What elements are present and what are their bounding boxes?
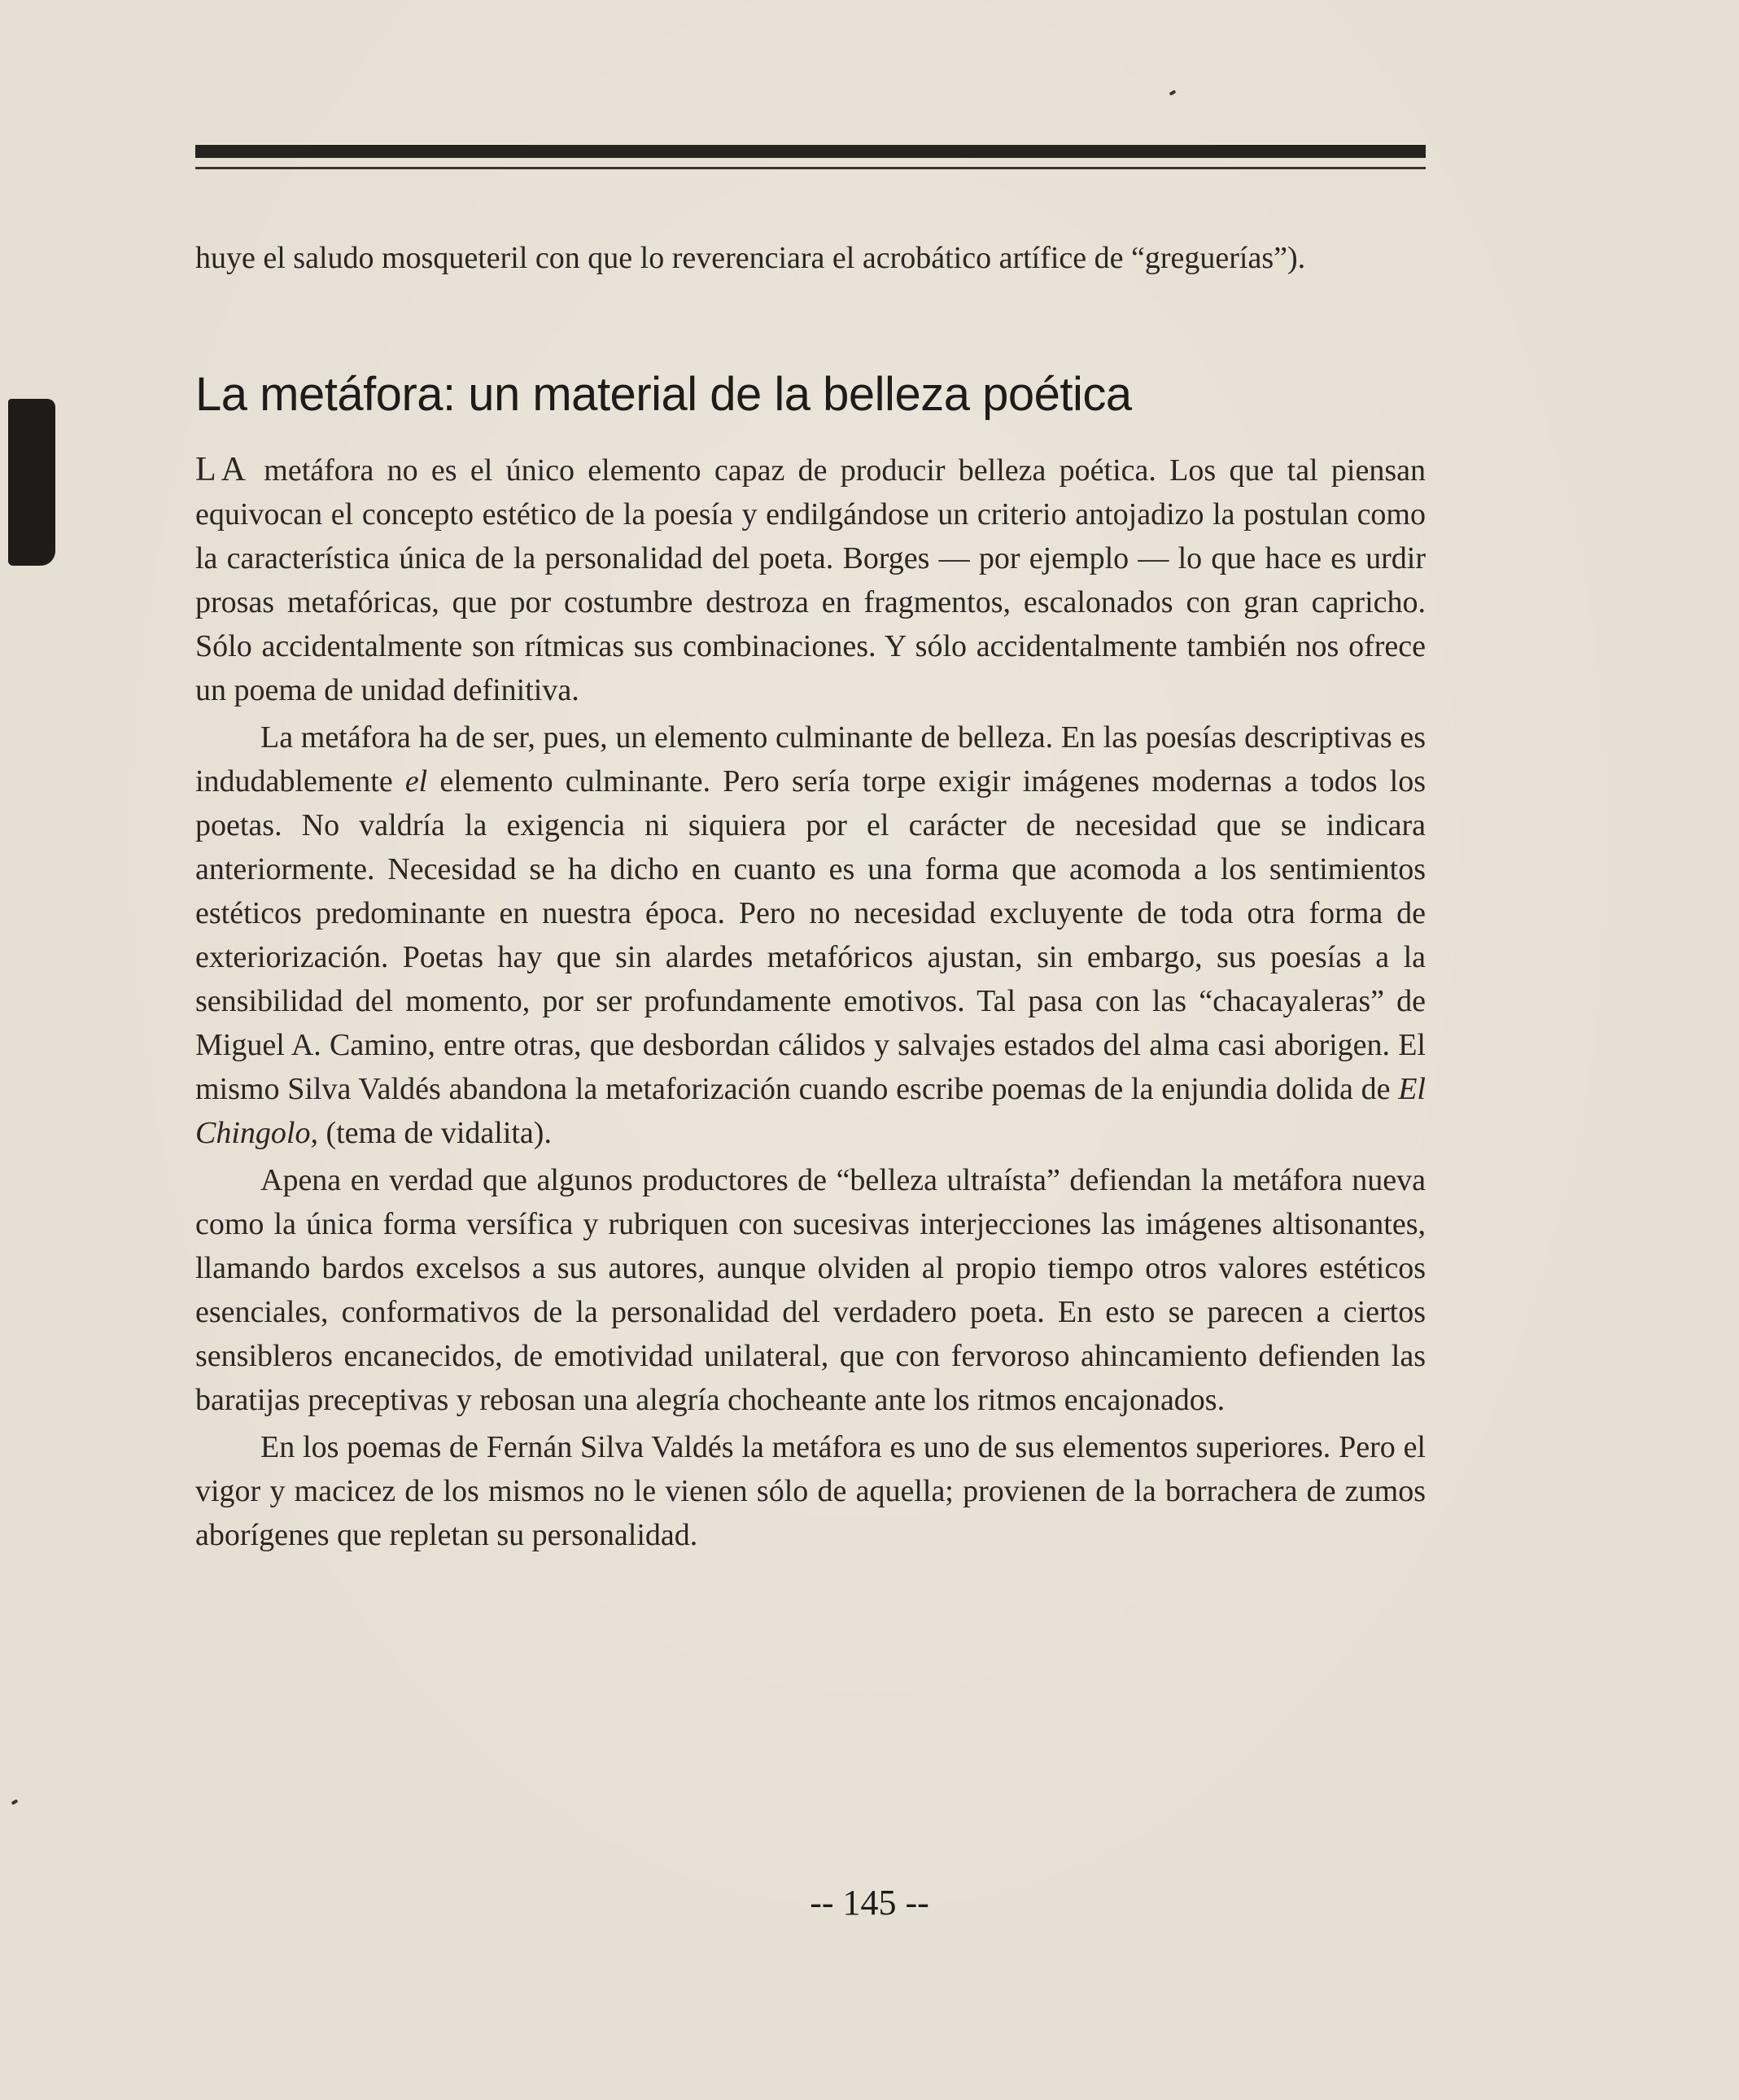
paragraph-1-text: metáfora no es el único elemento capaz de producir belleza poética. Los que tal piensan equivocan el concepto estético de la poesía y endilgándose un criterio antojadizo la postulan como la característica única de la personalidad del poeta. Borges — por ejemplo — lo que hace es urdir prosas metafóricas, que por costumbre destroza en fragmentos, escalonados con gran capricho. Sólo accidentalmente son rítmicas sus combinaciones. Y sólo accidentalmente también nos ofrece un poema de unidad definitiva. — [195, 453, 1426, 707]
header-rule-thin — [195, 167, 1426, 169]
intro-paragraph: huye el saludo mosqueteril con que lo reverenciara el acrobático artífice de “greguerías”). — [195, 241, 1306, 275]
paragraph-2-title-italic: El Chingolo, — [195, 1072, 1426, 1150]
ink-speck — [1169, 90, 1177, 95]
section-heading: La metáfora: un material de la belleza poética — [195, 368, 1132, 421]
paragraph-4: En los poemas de Fernán Silva Valdés la metáfora es uno de sus elementos superiores. Pero el vigor y macicez de los mismos no le vienen sólo de aquella; provienen de la borrachera de zumos aborígenes que repletan su personalidad. — [195, 1430, 1426, 1552]
paragraph-1 — [195, 448, 1426, 712]
drop-cap: LA — [195, 451, 251, 488]
body-text — [195, 448, 1426, 1560]
paragraph-3: Apena en verdad que algunos productores de “belleza ultraísta” defiendan la metáfora nueva como la única forma versífica y rubriquen con sucesivas interjecciones las imágenes altisonantes, llamando bardos excelsos a sus autores, aunque olviden al propio tiempo otros valores estéticos esenciales, conformativos de la personalidad del verdadero poeta. En esto se parecen a ciertos sensibleros encanecidos, de emotividad unilateral, que con fervoroso ahincamiento defienden las baratijas preceptivas y rebosan una alegría chocheante ante los ritmos encajonados. — [195, 1163, 1426, 1417]
paragraph-2-text-a: La metáfora ha de ser, pues, un elemento culminante de belleza. En las poesías descriptivas es indudablemente — [195, 720, 1426, 798]
page-number: -- 145 -- — [810, 1883, 929, 1923]
ink-speck — [11, 1799, 19, 1805]
binding-stain — [8, 399, 55, 566]
paragraph-2-text-b: elemento culminante. Pero sería torpe exigir imágenes modernas a todos los poetas. No valdría la exigencia ni siquiera por el carácter de necesidad que se indicara anteriormente. Necesidad se ha dicho en cuanto es una forma que acomoda a los sentimientos estéticos predominante en nuestra época. Pero no necesidad excluyente de toda otra forma de exteriorización. Poetas hay que sin alardes metafóricos ajustan, sin embargo, sus poesías a la sensibilidad del momento, por ser profundamente emotivos. Tal pasa con las “chacayaleras” de Miguel A. Camino, entre otras, que desbordan cálidos y salvajes estados del alma casi aborigen. El mismo Silva Valdés abandona la metaforización cuando escribe poemas de la enjundia dolida de — [195, 764, 1426, 1106]
paragraph-2-emphasis: el — [404, 764, 428, 798]
paragraph-2 — [195, 715, 1426, 1155]
paragraph-2-text-c: (tema de vidalita). — [317, 1116, 552, 1150]
header-rule-thick — [195, 145, 1426, 158]
